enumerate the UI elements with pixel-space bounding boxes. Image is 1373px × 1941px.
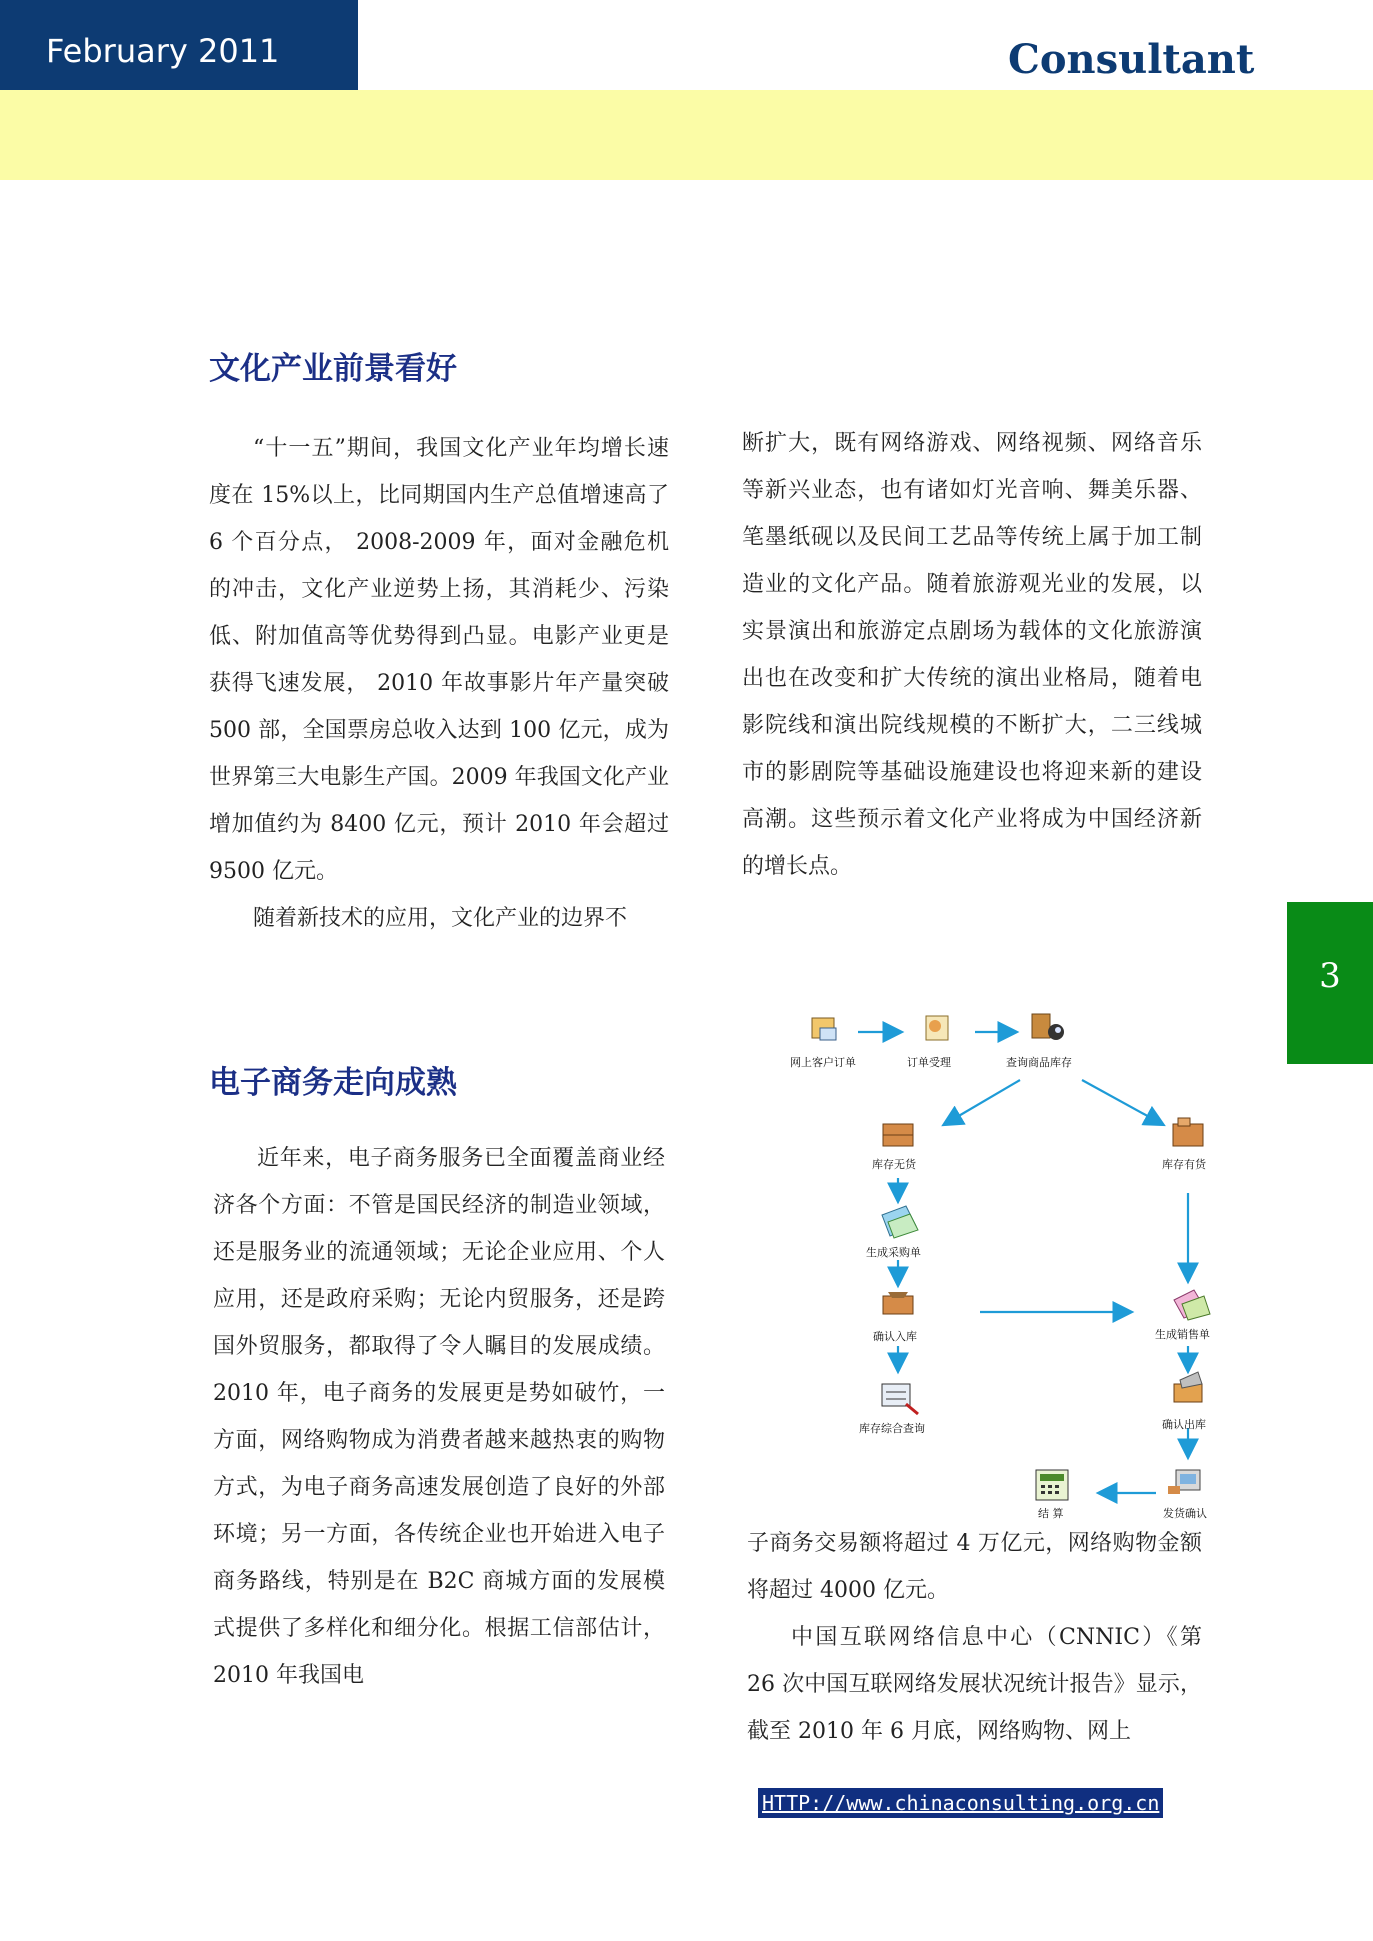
purchase-order-icon <box>882 1206 918 1238</box>
paragraph: 中国互联网络信息中心（CNNIC）《第 26 次中国互联网络发展状况统计报告》显示，截至 2010 年 6 月底，网络购物、网上 <box>747 1625 1202 1744</box>
page-number: 3 <box>1319 956 1341 996</box>
section-title-culture: 文化产业前景看好 <box>209 351 457 387</box>
paragraph: 随着新技术的应用，文化产业的边界不 <box>253 906 628 931</box>
page-number-tab <box>1287 902 1373 1064</box>
node-confirm-out: 确认出库 <box>1162 1418 1206 1431</box>
paragraph: 子商务交易额将超过 4 万亿元，网络购物金额将超过 4000 亿元。 <box>747 1531 1202 1603</box>
node-ship-confirm: 发货确认 <box>1163 1507 1207 1520</box>
settlement-calculator-icon <box>1036 1470 1068 1500</box>
section1-right-column <box>742 420 1202 890</box>
node-order-accept: 订单受理 <box>907 1056 951 1069</box>
inventory-report-icon <box>882 1384 918 1414</box>
customer-order-icon <box>812 1018 836 1040</box>
header-yellow-band <box>0 90 1373 180</box>
paragraph: 断扩大，既有网络游戏、网络视频、网络音乐等新兴业态，也有诸如灯光音响、舞美乐器、笔墨纸砚以及民间工艺品等传统上属于加工制造业的文化产品。随着旅游观光业的发展，以实景演出和旅游定点剧场为载体的文化旅游演出也在改变和扩大传统的演出业格局，随着电影院线和演出院线规模的不断扩大，二三线城市的影剧院等基础设施建设也将迎来新的建设高潮。这些预示着文化产业将成为中国经济新的增长点。 <box>742 431 1202 879</box>
node-settle: 结 算 <box>1038 1507 1064 1520</box>
box-stock-icon <box>1173 1118 1203 1146</box>
node-sales-order: 生成销售单 <box>1155 1328 1210 1341</box>
sales-order-icon <box>1174 1290 1210 1320</box>
section2-right-column <box>747 1520 1202 1755</box>
node-confirm-in: 确认入库 <box>873 1330 917 1343</box>
issue-date: February 2011 <box>46 32 280 70</box>
section2-left-column <box>213 1135 665 1699</box>
box-empty-icon <box>883 1124 913 1146</box>
paragraph: “十一五”期间，我国文化产业年均增长速度在 15%以上，比同期国内生产总值增速高了 6 个百分点， 2008-2009 年，面对金融危机的冲击，文化产业逆势上扬，其消耗少、污染低、附加值高等优势得到凸显。电影产业更是获得飞速发展， 2010 年故事影片年产量突破 500 部，全国票房总收入达到 100 亿元，成为世界第三大电影生产国。2009 年我国文化产业增加值约为 8400 亿元，预计 2010 年会超过 9500 亿元。 <box>209 436 669 884</box>
magazine-brand: Consultant <box>1008 36 1255 83</box>
confirm-in-icon <box>883 1292 913 1314</box>
node-in-stock: 库存有货 <box>1162 1158 1206 1171</box>
node-no-stock: 库存无货 <box>872 1158 916 1171</box>
confirm-out-icon <box>1174 1372 1202 1402</box>
section-title-ecommerce: 电子商务走向成熟 <box>209 1065 457 1101</box>
paragraph: 近年来，电子商务服务已全面覆盖商业经济各个方面：不管是国民经济的制造业领域，还是服务业的流通领域；无论企业应用、个人应用，还是政府采购；无论内贸服务，还是跨国外贸服务，都取得了令人瞩目的发展成绩。2010 年，电子商务的发展更是势如破竹，一方面，网络购物成为消费者越来越热衷的购物方式，为电子商务高速发展创造了良好的外部环境；另一方面，各传统企业也开始进入电子商务路线，特别是在 B2C 商城方面的发展模式提供了多样化和细分化。根据工信部估计，2010 年我国电 <box>213 1146 665 1688</box>
delivery-confirm-icon <box>1168 1470 1200 1494</box>
website-link[interactable]: HTTP://www.chinaconsulting.org.cn <box>758 1788 1163 1818</box>
node-online-order: 网上客户订单 <box>790 1056 856 1069</box>
node-check-stock: 查询商品库存 <box>1006 1056 1072 1069</box>
node-stock-query: 库存综合查询 <box>859 1422 925 1435</box>
ecommerce-flowchart <box>770 1000 1240 1535</box>
stock-query-icon <box>1032 1014 1064 1040</box>
section1-left-column <box>209 425 669 942</box>
node-purchase-order: 生成采购单 <box>866 1246 921 1259</box>
order-accept-icon <box>926 1016 948 1040</box>
header-date-block <box>0 0 358 90</box>
